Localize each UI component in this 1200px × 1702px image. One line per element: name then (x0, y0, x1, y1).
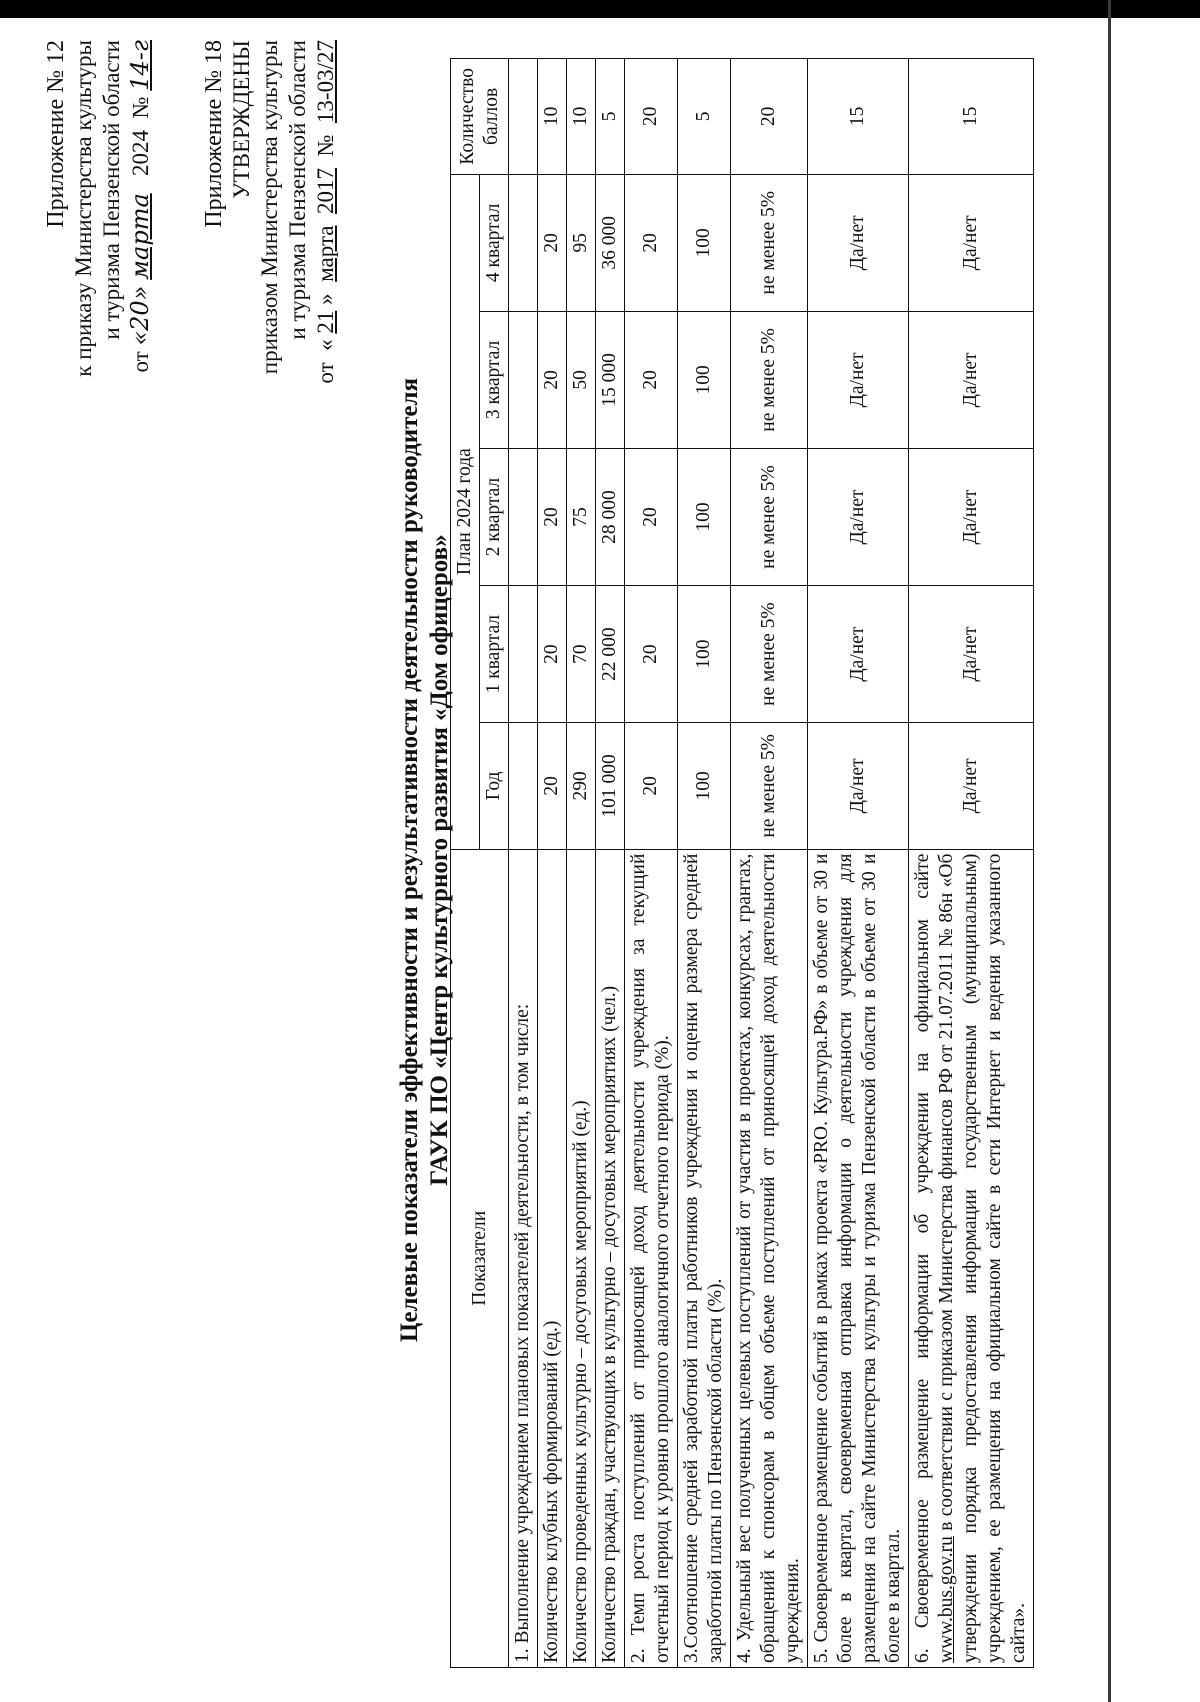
q2-cell (509, 448, 538, 585)
indicator-cell: Количество клубных формирований (ед.) (538, 849, 567, 1667)
annex-12-number: 14-г (126, 40, 154, 91)
header-q3: 3 квартал (480, 311, 509, 448)
annex-12-month: марта (126, 193, 154, 280)
indicator-text-pre: 6. Своевременное размещение информации об учреждении на официальном сайте (912, 853, 933, 1663)
annex-18-year: 2017 (313, 168, 338, 215)
annex-18-header (200, 40, 340, 760)
q1-cell: 70 (567, 586, 596, 723)
indicator-cell: 3.Соотношение средней заработной платы работников учреждения и оценки размера средней заработной платы по Пензенской области (%). (678, 849, 731, 1667)
rotated-document-page (10, 40, 1090, 1680)
scan-right-edge (1108, 0, 1111, 1702)
points-cell: 5 (678, 59, 731, 175)
q2-cell: 28 000 (596, 448, 625, 585)
year-cell: Да/нет (808, 723, 909, 849)
annex-12-title: Приложение № 12 (43, 40, 69, 228)
points-cell: 15 (808, 59, 909, 175)
q3-cell: 100 (678, 311, 731, 448)
annex-12-header (42, 40, 155, 760)
document-title (395, 40, 455, 1680)
q2-cell: 75 (567, 448, 596, 585)
annex-18-day-close: » (313, 293, 338, 305)
title-line-2: ГАУК ПО «Центр культурного развития «Дом офицеров» (426, 534, 453, 1186)
indicator-cell: 1. Выполнение учреждением плановых показателей деятельности, в том числе: (509, 849, 538, 1667)
q4-cell: 95 (567, 174, 596, 311)
annex-12-ministry-line: и туризма Пензенской области (99, 40, 124, 340)
points-cell (509, 59, 538, 175)
annex-12-year: 2024 (128, 129, 153, 176)
table-row (538, 59, 567, 1668)
header-year: Год (480, 723, 509, 849)
indicator-cell: 4. Удельный вес полученных целевых поступлений от участия в проектах, конкурсах, грантах, обращений к спонсорам в общем объеме поступлений от приносящей доход деятельности учреждения. (731, 849, 808, 1667)
annex-18-day-open: « (313, 339, 338, 351)
q1-cell: 100 (678, 586, 731, 723)
table-row (678, 59, 731, 1668)
q3-cell: не менее 5% (731, 311, 808, 448)
q3-cell: Да/нет (808, 311, 909, 448)
q4-cell: 36 000 (596, 174, 625, 311)
q3-cell: 20 (625, 311, 678, 448)
q4-cell: Да/нет (808, 174, 909, 311)
header-q4: 4 квартал (480, 174, 509, 311)
year-cell: не менее 5% (731, 723, 808, 849)
indicator-cell: 5. Своевременное размещение событий в рамках проекта «PRO. Культура.РФ» в объеме от 30 и более в квартал, своевременная отправка информации о деятельности учреждения для размещения на сайте Министерства культуры и туризма Пензенской области в объеме от 30 и более в квартал. (808, 849, 909, 1667)
indicator-cell: Количество граждан, участвующих в культурно – досуговых мероприятиях (чел.) (596, 849, 625, 1667)
q3-cell: 20 (538, 311, 567, 448)
q1-cell: Да/нет (909, 586, 1034, 723)
table-row (808, 59, 909, 1668)
q4-cell: 20 (538, 174, 567, 311)
q2-cell: 20 (538, 448, 567, 585)
header-points: Количество баллов (451, 59, 509, 175)
table-row (909, 59, 1034, 1668)
year-cell: Да/нет (909, 723, 1034, 849)
q3-cell: 50 (567, 311, 596, 448)
annex-12-order-line: к приказу Министерства культуры (71, 40, 96, 377)
table-row (567, 59, 596, 1668)
q4-cell: Да/нет (909, 174, 1034, 311)
table-row (731, 59, 808, 1668)
points-cell: 20 (731, 59, 808, 175)
points-cell: 10 (567, 59, 596, 175)
q4-cell (509, 174, 538, 311)
annex-18-order-line: приказом Министерства культуры (257, 40, 282, 375)
annex-12-date-line (126, 40, 155, 760)
header-indicators: Показатели (451, 849, 509, 1667)
indicator-cell (909, 849, 1034, 1667)
annex-18-date-line (312, 40, 340, 760)
year-cell: 100 (678, 723, 731, 849)
q1-cell: 22 000 (596, 586, 625, 723)
annex-12-no-label: № (128, 96, 153, 119)
q3-cell (509, 311, 538, 448)
q1-cell: 20 (538, 586, 567, 723)
title-line-1: Целевые показатели эффективности и результативности деятельности руководителя (396, 377, 423, 1343)
points-cell: 20 (625, 59, 678, 175)
header-q1: 1 квартал (480, 586, 509, 723)
indicator-cell: 2. Темп роста поступлений от приносящей доход деятельности учреждения за текущий отчетный период к уровню прошлого аналогичного отчетного периода (%). (625, 849, 678, 1667)
annex-12-from: от (128, 351, 153, 373)
q2-cell: не менее 5% (731, 448, 808, 585)
annex-18-number: 13-03/27 (313, 40, 338, 124)
year-cell: 20 (625, 723, 678, 849)
year-cell: 101 000 (596, 723, 625, 849)
scan-top-border (0, 0, 1200, 18)
annex-18-title: Приложение № 18 (201, 40, 227, 228)
q4-cell: не менее 5% (731, 174, 808, 311)
header-q2: 2 квартал (480, 448, 509, 585)
annex-18-ministry-line: и туризма Пензенской области (285, 40, 310, 340)
annex-18-month: марта (313, 225, 338, 282)
table-row (509, 59, 538, 1668)
bus-gov-link[interactable]: www.bus.gov.ru (936, 1536, 957, 1663)
points-cell: 5 (596, 59, 625, 175)
header-plan: План 2024 года (451, 174, 480, 849)
table-row (625, 59, 678, 1668)
table-header-row (451, 59, 480, 1668)
points-cell: 10 (538, 59, 567, 175)
q3-cell: 15 000 (596, 311, 625, 448)
annex-18-day: 21 (313, 310, 338, 334)
year-cell: 20 (538, 723, 567, 849)
indicators-table (450, 58, 1034, 1668)
q1-cell (509, 586, 538, 723)
q2-cell: Да/нет (909, 448, 1034, 585)
q4-cell: 100 (678, 174, 731, 311)
q3-cell: Да/нет (909, 311, 1034, 448)
q4-cell: 20 (625, 174, 678, 311)
annex-18-from: от (313, 362, 338, 384)
indicator-text-post: в соответствии с приказом Министерства финансов РФ от 21.07.2011 № 86н «Об утверждении порядка предоставления информации государственным (муниципальным) учреждением, ее размещения на официальном сайте в сети Интернет и ведения указанного сайта». (936, 853, 1029, 1663)
table-row (596, 59, 625, 1668)
q2-cell: 100 (678, 448, 731, 585)
q2-cell: 20 (625, 448, 678, 585)
q2-cell: Да/нет (808, 448, 909, 585)
q1-cell: Да/нет (808, 586, 909, 723)
points-cell: 15 (909, 59, 1034, 175)
q1-cell: 20 (625, 586, 678, 723)
year-cell (509, 723, 538, 849)
indicator-cell: Количество проведенных культурно – досуговых мероприятий (ед.) (567, 849, 596, 1667)
annex-18-no-label: № (313, 134, 338, 157)
annex-18-approved: УТВЕРЖДЕНЫ (229, 40, 254, 199)
annex-12-day: «20» (126, 285, 154, 346)
year-cell: 290 (567, 723, 596, 849)
q1-cell: не менее 5% (731, 586, 808, 723)
